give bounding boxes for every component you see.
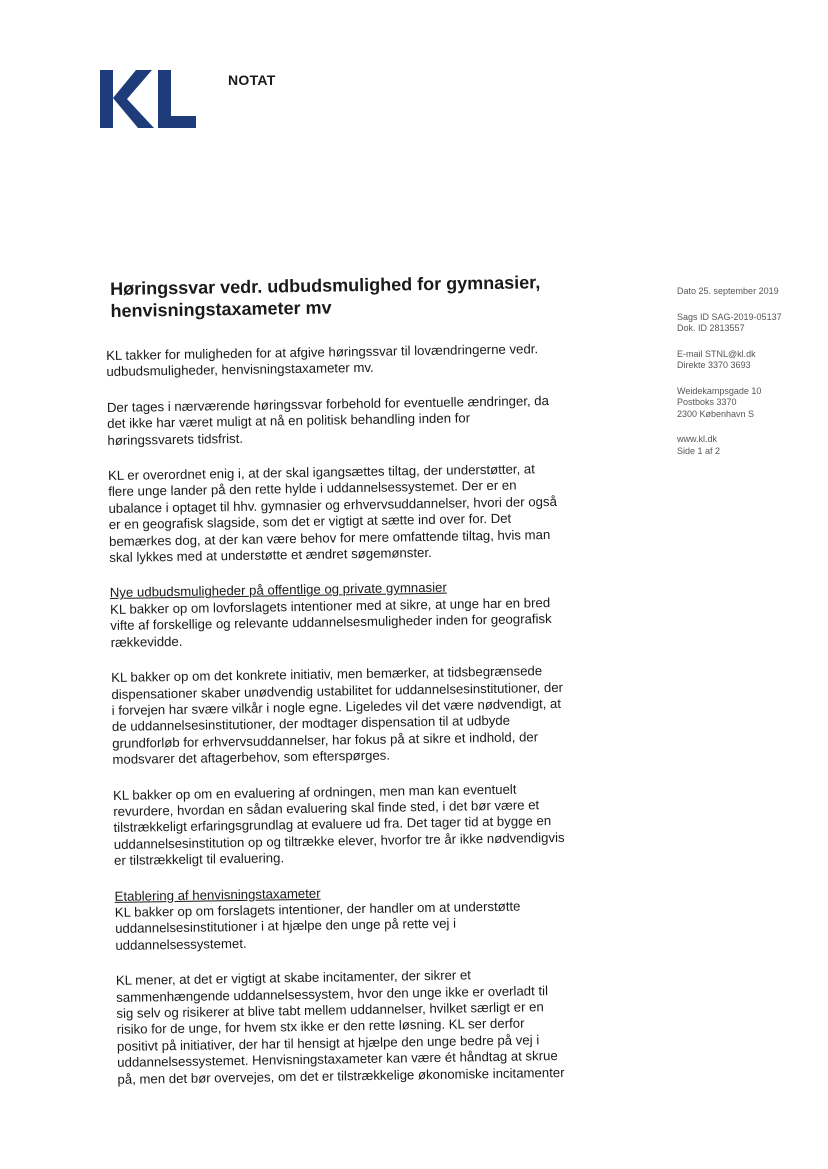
case-id-block xyxy=(677,312,817,335)
address-line-3: 2300 København S xyxy=(677,408,755,419)
direkte-value: 3370 3693 xyxy=(708,360,751,370)
paragraph: KL er overordnet enig i, at der skal igangsættes tiltag, der understøtter, at flere unge lander på den rette hylde i uddannelsessystemet. Der er en ubalance i optaget til hhv. gymnasier og erhvervsuddannelser, hvori der også er en geografisk slagside, som det er vigtigt at sætte ind over for. Det bemærkes dog, at der kan være behov for mere omfattende tiltag, hvis man skal lykkes med at understøtte et ændret søgemønster. xyxy=(107,461,557,566)
sags-id-label: Sags ID xyxy=(677,311,710,322)
document-title: Høringssvar vedr. udbudsmulighed for gymnasier, henvisningstaxameter mv xyxy=(110,272,541,321)
date-value: 25. september 2019 xyxy=(698,286,779,296)
section-heading: Nye udbudsmuligheder på offentlige og private gymnasier xyxy=(109,580,447,601)
kl-logo xyxy=(100,70,196,128)
contact-block xyxy=(677,349,817,372)
date-label: Dato xyxy=(677,286,697,296)
web-page-block xyxy=(677,434,817,457)
page-number: Side 1 af 2 xyxy=(677,445,721,456)
document-body xyxy=(106,341,570,1107)
dok-id-label: Dok. ID xyxy=(677,323,708,333)
dok-id-value: 2813557 xyxy=(709,323,745,333)
email-value: STNL@kl.dk xyxy=(705,348,756,359)
date-block xyxy=(677,286,817,298)
website: www.kl.dk xyxy=(677,434,718,444)
paragraph: KL bakker op om forslagets intentioner, der handler om at understøtte uddannelsesinstitutioner i at hjælpe den unge på rette vej i uddannelsessystemet. xyxy=(114,898,521,953)
direkte-label: Direkte xyxy=(677,360,706,370)
address-block xyxy=(677,386,817,421)
paragraph: KL bakker op om det konkrete initiativ, men bemærker, at tidsbegrænsede dispensationer skaber unødvendig ustabilitet for uddannelsesinstitutioner, der i forvejen har svære vilkår i nogle egne. Ligeledes vil det være nødvendigt, at de uddannelsesinstitutioner, der modtager dispensation til at udbyde grundforløb for erhvervsuddannelser, har fokus på at sikre et indhold, der modsvarer det aftagerbehov, som efterspørges. xyxy=(111,663,564,768)
paragraph: Der tages i nærværende høringssvar forbehold for eventuelle ændringer, da det ikke har været muligt at nå en politisk behandling inden for høringssvarets tidsfrist. xyxy=(106,392,550,448)
document-type-label: NOTAT xyxy=(228,72,276,88)
paragraph: KL bakker op om lovforslagets intentioner med at sikre, at unge har en bred vifte af forskellige og relevante uddannelsesmuligheder inden for geografisk rækkevidde. xyxy=(109,594,552,650)
address-line-2: Postboks 3370 xyxy=(677,397,737,407)
sags-id-value: SAG-2019-05137 xyxy=(711,311,782,322)
section-heading: Etablering af henvisningstaxameter xyxy=(114,885,321,904)
paragraph: KL mener, at det er vigtigt at skabe incitamenter, der sikrer et sammenhængende uddannelsessystem, hvor den unge ikke er overladt til sig selv og risikerer at blive tabt mellem uddannelser, hvilket særligt er en risiko for de unge, for hvem stx ikke er den rette løsning. KL ser derfor positivt på initiativer, der har til hensigt at hjælpe den unge bedre på vej i uddannelsessystemet. Henvisningstaxameter kan være ét håndtag at skrue på, men det bør overvejes, om det er tilstrækkelige økonomiske incitamenter xyxy=(115,967,565,1087)
address-line-1: Weidekampsgade 10 xyxy=(677,385,762,396)
document-metadata xyxy=(677,286,817,471)
email-label: E-mail xyxy=(677,348,703,359)
paragraph: KL takker for muligheden for at afgive høringssvar til lovændringerne vedr. udbudsmuligheder, henvisningstaxameter mv. xyxy=(106,341,539,380)
paragraph: KL bakker op om en evaluering af ordningen, men man kan eventuelt revurdere, hvordan en sådan evaluering skal finde sted, i det bør være et tilstrækkeligt erfaringsgrundlag at evaluere ud fra. Det tager tid at bygge en uddannelsesinstitution op og tiltrække elever, hvorfor tre år ikke nødvendigvis er tilstrækkeligt til evaluering. xyxy=(112,781,565,869)
